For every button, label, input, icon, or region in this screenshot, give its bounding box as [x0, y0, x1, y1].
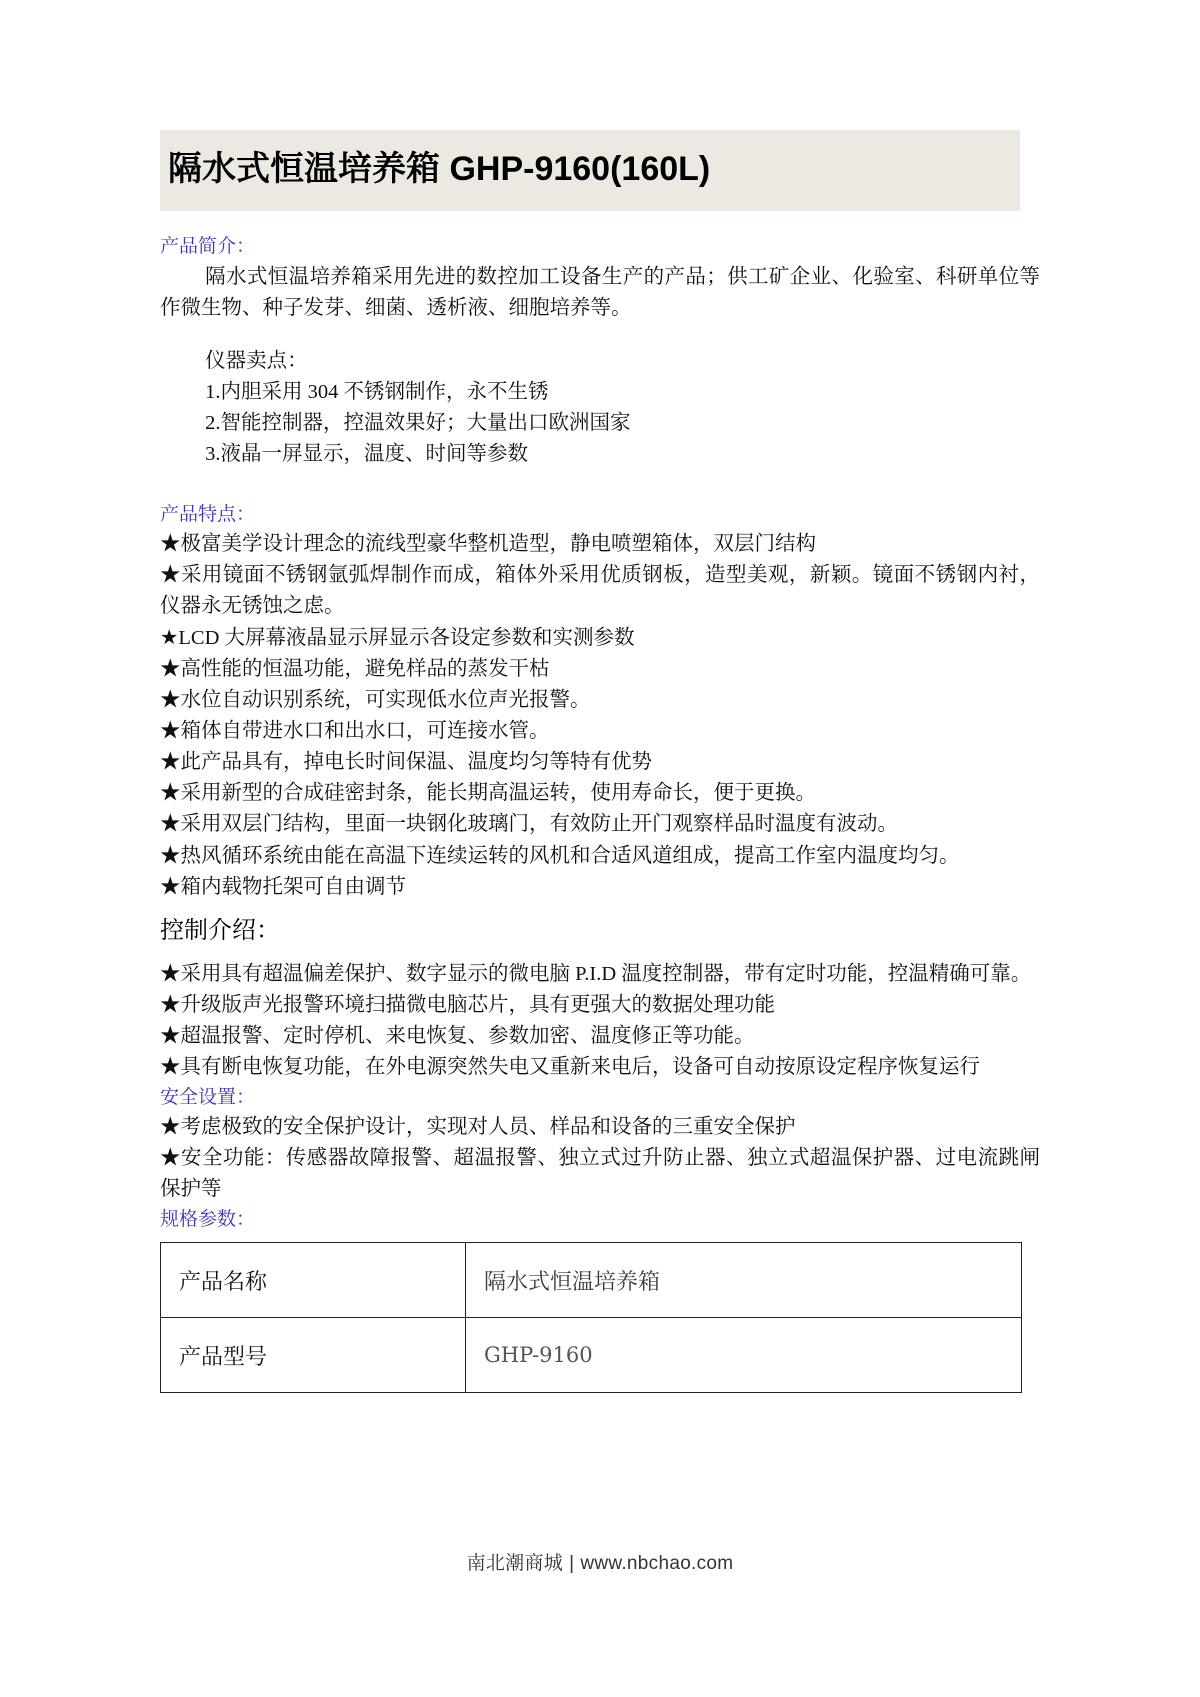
- selling-point-3: 3.液晶一屏显示，温度、时间等参数: [205, 443, 528, 466]
- spec-table: [160, 1242, 1022, 1393]
- table-row: [161, 1243, 1022, 1318]
- section-heading-control: 控制介绍：: [160, 917, 280, 944]
- section-heading-specs: 规格参数：: [160, 1208, 256, 1230]
- feature-item: ★水位自动识别系统，可实现低水位声光报警。: [160, 688, 591, 711]
- table-row: [161, 1318, 1022, 1393]
- control-item: ★超温报警、定时停机、来电恢复、参数加密、温度修正等功能。: [160, 1025, 755, 1048]
- page-title: 隔水式恒温培养箱 GHP-9160(160L): [168, 150, 711, 188]
- spec-label: 产品型号: [161, 1318, 466, 1393]
- section-heading-safety: 安全设置：: [160, 1086, 256, 1108]
- safety-item: ★考虑极致的安全保护设计，实现对人员、样品和设备的三重安全保护: [160, 1116, 796, 1139]
- feature-item: ★采用双层门结构，里面一块钢化玻璃门，有效防止开门观察样品时温度有波动。: [160, 813, 898, 836]
- title-banner: [160, 130, 1020, 211]
- feature-item: ★高性能的恒温功能，避免样品的蒸发干枯: [160, 657, 550, 680]
- footer-site-name: 南北潮商城: [466, 1553, 564, 1574]
- section-heading-features: 产品特点：: [160, 503, 256, 525]
- selling-points-heading: 仪器卖点：: [205, 349, 308, 372]
- footer-separator: |: [569, 1553, 575, 1574]
- feature-item: ★极富美学设计理念的流线型豪华整机造型，静电喷塑箱体，双层门结构: [160, 533, 816, 556]
- spec-label: 产品名称: [161, 1243, 466, 1318]
- control-item: ★升级版声光报警环境扫描微电脑芯片，具有更强大的数据处理功能: [160, 994, 775, 1017]
- feature-item: ★采用新型的合成硅密封条，能长期高温运转，使用寿命长，便于更换。: [160, 782, 816, 805]
- spec-value: GHP-9160: [466, 1318, 1022, 1393]
- feature-item: ★热风循环系统由能在高温下连续运转的风机和合适风道组成，提高工作室内温度均匀。: [160, 844, 960, 867]
- feature-item: ★箱体自带进水口和出水口，可连接水管。: [160, 719, 550, 742]
- feature-item: ★箱内载物托架可自由调节: [160, 875, 406, 898]
- feature-item: ★采用镜面不锈钢氩弧焊制作而成，箱体外采用优质钢板，造型美观，新颖。镜面不锈钢内衬，仪器永无锈蚀之虑。: [160, 564, 1040, 618]
- safety-item: ★安全功能：传感器故障报警、超温报警、独立式过升防止器、独立式超温保护器、过电流跳闸保护等: [160, 1147, 1040, 1201]
- footer-url: www.nbchao.com: [580, 1553, 734, 1574]
- feature-item: ★此产品具有，掉电长时间保温、温度均匀等特有优势: [160, 751, 652, 774]
- page-footer: [0, 1548, 1200, 1575]
- feature-item: ★LCD 大屏幕液晶显示屏显示各设定参数和实测参数: [160, 626, 635, 649]
- selling-point-2: 2.智能控制器，控温效果好；大量出口欧洲国家: [205, 412, 631, 435]
- control-item: ★具有断电恢复功能，在外电源突然失电又重新来电后，设备可自动按原设定程序恢复运行: [160, 1056, 980, 1079]
- control-item: ★采用具有超温偏差保护、数字显示的微电脑 P.I.D 温度控制器，带有定时功能，控温精确可靠。: [160, 962, 1032, 985]
- document-content: [160, 0, 1040, 1393]
- selling-point-1: 1.内胆采用 304 不锈钢制作，永不生锈: [205, 381, 549, 404]
- intro-paragraph: 隔水式恒温培养箱采用先进的数控加工设备生产的产品；供工矿企业、化验室、科研单位等作微生物、种子发芽、细菌、透析液、细胞培养等。: [160, 265, 1040, 319]
- spec-value: 隔水式恒温培养箱: [466, 1243, 1022, 1318]
- section-heading-intro: 产品简介：: [160, 236, 256, 258]
